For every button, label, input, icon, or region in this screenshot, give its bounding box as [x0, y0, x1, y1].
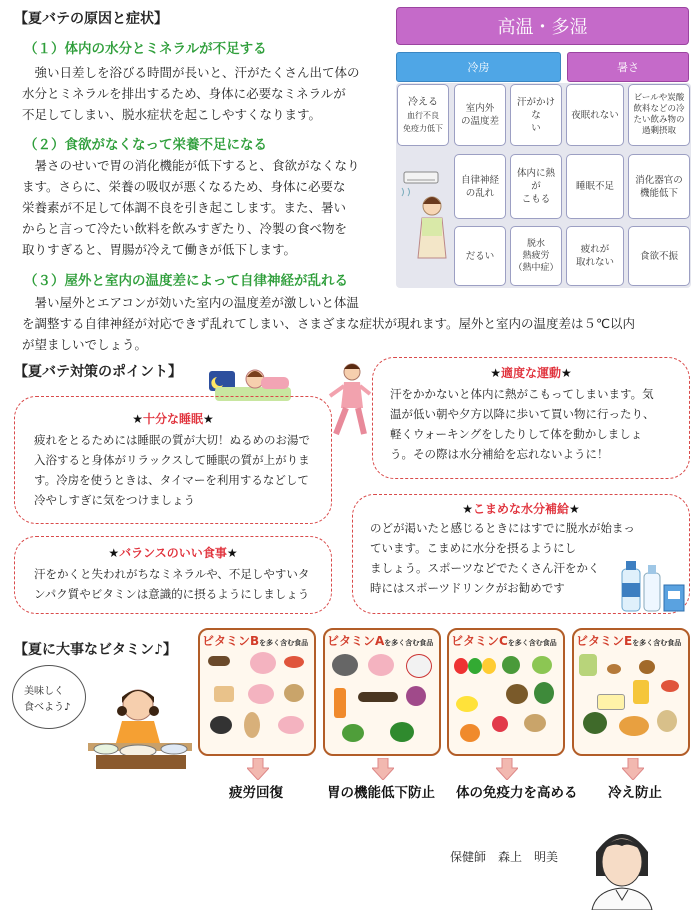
diagram-cell: 脱水 熱疲労 （熱中症） [510, 226, 562, 286]
tip-heading-meal: ★バランスのいい食事★ [108, 546, 238, 560]
diagram-header-high-temp: 高温・多湿 [396, 7, 689, 45]
aircon-woman-illustration [398, 168, 452, 268]
tip-text-meal: 汗をかくと失われがちなミネラルや、不足しやすいタ ンパク質やビタミンは意識的に摂るようにしましょう [34, 567, 310, 601]
section-title-causes: 【夏バテの原因と症状】 [14, 11, 168, 27]
down-arrow-icon [622, 758, 644, 780]
vitamin-e-title: ビタミンEを多く含む食品 [576, 634, 682, 648]
cause-text-1: 強い日差しを浴びる時間が長いと、汗がたくさん出て体の 水分とミネラルを排出するため、身体に必要なミネラルが 不足してしまい、脱水症状を起こしやすくなります。 [22, 65, 360, 122]
vitamin-a-title: ビタミンAを多く含む食品 [327, 634, 434, 648]
vitamin-a-foods [328, 650, 436, 750]
tip-text-exercise: 汗をかかないと体内に熱がこもってしまいます。気 温が低い朝や夕方以降に歩いて買い物に行ったり、 軽くウォーキングをしたりして体を動かしましょ う。その際は水分補給を忘れないように！ [390, 387, 655, 461]
diagram-cell: 室内外 の温度差 [454, 84, 506, 146]
diagram-cell: 体内に熱が こもる [510, 154, 562, 219]
diagram-cell: 自律神経 の乱れ [454, 154, 506, 219]
tip-heading-exercise: ★適度な運動★ [490, 366, 572, 380]
nurse-portrait-illustration [582, 818, 662, 910]
vitamin-b-foods [204, 650, 312, 750]
down-arrow-icon [372, 758, 394, 780]
diagram-header-cooling: 冷房 [396, 52, 561, 82]
tip-heading-sleep: ★十分な睡眠★ [132, 412, 214, 426]
diagram-cell: 食欲不振 [628, 226, 690, 286]
tip-heading-water: ★こまめな水分補給★ [462, 502, 580, 516]
cause-heading-2: （２）食欲がなくなって栄養不足になる [24, 137, 267, 153]
diagram-cell: 汗がかけな い [510, 84, 562, 146]
vitamin-c-title: ビタミンCを多く含む食品 [451, 634, 557, 648]
cause-text-3: 暑い屋外とエアコンが効いた室内の温度差が激しいと体温 を調整する自律神経が対応できず乱れてしまい、さまざまな症状が現れます。屋外と室内の温度差は５℃以内 が望ましいでしょう。 [22, 295, 636, 352]
speech-bubble-text: 美味しく 食べよう♪ [24, 686, 71, 713]
diagram-cell: ビールや炭酸 飲料などの冷 たい飲み物の 過剰摂取 [628, 84, 690, 146]
cause-heading-1: （１）体内の水分とミネラルが不足する [24, 41, 267, 57]
diagram-header-heat: 暑さ [567, 52, 689, 82]
vitamin-c-foods [452, 650, 560, 750]
section-title-vitamins: 【夏に大事なビタミン♪】 [14, 642, 177, 658]
diagram-cell: だるい [454, 226, 506, 286]
diagram-cell: 消化器官の 機能低下 [628, 154, 690, 219]
diagram-cell: 睡眠不足 [566, 154, 624, 219]
vitamin-c-effect: 体の免疫力を高める [456, 785, 578, 801]
vitamin-e-foods [577, 650, 685, 750]
cause-text-2: 暑さのせいで胃の消化機能が低下すると、食欲がなくなり ます。さらに、栄養の吸収が悪くなるため、身体に必要な 栄養素が不足して体調不良を引き起こします。また、暑い からと言って冷たい飲料を飲みすぎたり、冷製の食べ物を 取りすぎると、胃腸が冷えて働きが低下します。 [22, 158, 360, 257]
diagram-cell: 夜眠れない [566, 84, 624, 146]
tip-text-water: のどが渇いたと感じるときにはすでに脱水が始まっ ています。こまめに水分を摂るようにし ましょう。スポーツなどでたくさん汗をかく 時にはスポーツドリンクがお勧めです [370, 521, 635, 595]
drink-bottles-illustration [618, 555, 688, 613]
diagram-cell: 疲れが 取れない [566, 226, 624, 286]
vitamin-a-effect: 胃の機能低下防止 [327, 785, 435, 801]
vitamin-b-title: ビタミンBを多く含む食品 [202, 634, 309, 648]
down-arrow-icon [247, 758, 269, 780]
section-title-countermeasures: 【夏バテ対策のポイント】 [14, 364, 182, 380]
tip-text-sleep: 疲れをとるためには睡眠の質が大切！ぬるめのお湯で 入浴すると身体がリラックスして睡眠の質が上がりま す。冷房を使うときは、タイマーを利用するなどして 冷やしすぎに気をつけましょう [34, 433, 310, 507]
author-signature: 保健師 森上 明美 [450, 850, 559, 864]
vitamin-b-effect: 疲労回復 [229, 785, 283, 801]
girl-eating-illustration [86, 685, 194, 775]
cause-heading-3: （３）屋外と室内の温度差によって自律神経が乱れる [24, 273, 348, 289]
vitamin-e-effect: 冷え防止 [608, 785, 662, 801]
down-arrow-icon [496, 758, 518, 780]
diagram-cell: 冷える 血行不良 免疫力低下 [397, 84, 449, 146]
